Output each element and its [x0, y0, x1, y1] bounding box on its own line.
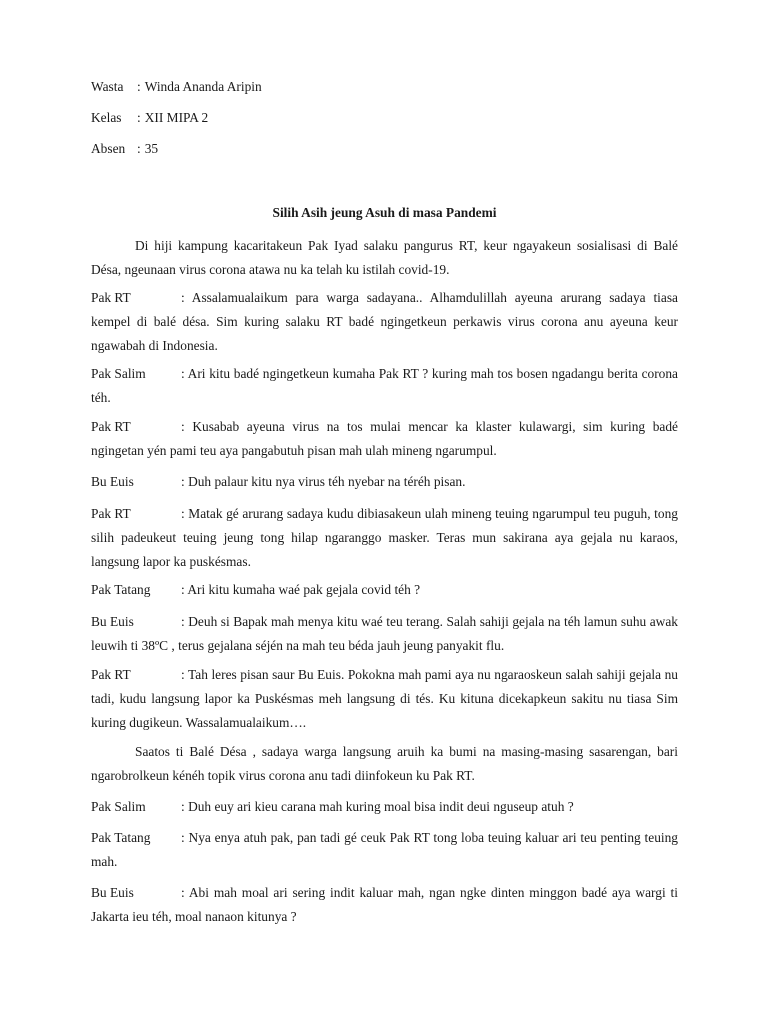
speaker-name: Pak Salim: [91, 366, 146, 381]
dialogue-line: [91, 881, 678, 929]
dialogue-text: : Assalamualaikum para warga sadayana.. Alhamdulillah ayeuna arurang sadaya tiasa kempel di balé désa. Sim kuring salaku RT badé ngingetkeun perkawis virus corona anu ayeuna keur ngawabah di Indonesia.: [91, 290, 678, 353]
dialogue-text: : Duh palaur kitu nya virus téh nyebar na téréh pisan.: [181, 474, 466, 489]
class-value: XII MIPA 2: [144, 110, 209, 125]
dialogue-text: : Duh euy ari kieu carana mah kuring moal bisa indit deui nguseup atuh ?: [181, 799, 574, 814]
absen-label: Absen: [91, 141, 126, 156]
name-separator: :: [137, 79, 141, 94]
dialogue-line: [91, 415, 678, 463]
speaker-name: Pak Salim: [91, 799, 146, 814]
name-label: Wasta: [91, 79, 124, 94]
dialogue-text: : Nya enya atuh pak, pan tadi gé ceuk Pak RT tong loba teuing kaluar ari teu penting teuing mah.: [91, 830, 678, 869]
dialogue-text: : Matak gé arurang sadaya kudu dibiasakeun ulah mineng teuing ngarumpul teu puguh, tong silih padeukeut teuing jeung tong hilap ngaranggo masker. Teras mun sakirana aya gejala nu karaos, langsung lapor ka puskésmas.: [91, 506, 678, 569]
student-absen-line: [91, 139, 158, 159]
class-label: Kelas: [91, 110, 122, 125]
speaker-name: Pak Tatang: [91, 582, 151, 597]
speaker-name: Pak RT: [91, 506, 131, 521]
intro-text: Di hiji kampung kacaritakeun Pak Iyad salaku pangurus RT, keur ngayakeun sosialisasi di Balé Désa, ngeunaan virus corona atawa nu ka telah ku istilah covid-19.: [91, 238, 678, 277]
intro-paragraph: [91, 234, 678, 282]
dialogue-line: [91, 470, 678, 494]
dialogue-text: : Deuh si Bapak mah menya kitu waé teu terang. Salah sahiji gejala na téh lamun suhu awak leuwih ti 38ºC , terus gejalana séjén na mah teu béda jauh jeung panyakit flu.: [91, 614, 678, 653]
dialogue-text: : Abi mah moal ari sering indit kaluar mah, ngan ngke dinten minggon badé aya wargi ti Jakarta ieu téh, moal nanaon kitunya ?: [91, 885, 678, 924]
speaker-name: Bu Euis: [91, 885, 134, 900]
dialogue-line: [91, 826, 678, 874]
dialogue-line: [91, 795, 678, 819]
speaker-name: Pak RT: [91, 419, 131, 434]
speaker-name: Pak RT: [91, 667, 131, 682]
document-title: Silih Asih jeung Asuh di masa Pandemi: [272, 205, 497, 220]
absen-value: 35: [144, 141, 159, 156]
student-class-line: [91, 108, 208, 128]
dialogue-text: : Kusabab ayeuna virus na tos mulai mencar ka klaster kulawargi, sim kuring badé ngingetan yén pami teu aya pangabutuh pisan mah ulah mineng ngarumpul.: [91, 419, 678, 458]
speaker-name: Bu Euis: [91, 614, 134, 629]
dialogue-line: [91, 610, 678, 658]
dialogue-line: [91, 663, 678, 735]
speaker-name: Pak Tatang: [91, 830, 151, 845]
speaker-name: Bu Euis: [91, 474, 134, 489]
narration-paragraph: [91, 740, 678, 788]
dialogue-text: : Tah leres pisan saur Bu Euis. Pokokna mah pami aya nu ngaraoskeun salah sahiji gejala nu tadi, kudu langsung lapor ka Puskésmas meh langsung di tés. Ku kituna dicekapkeun sakitu nu tiasa Sim kuring dugikeun. Wassalamualaikum….: [91, 667, 678, 730]
class-separator: :: [137, 110, 141, 125]
dialogue-line: [91, 502, 678, 574]
narration-text: Saatos ti Balé Désa , sadaya warga langsung aruih ka bumi na masing-masing sasarengan, bari ngarobrolkeun kénéh topik virus corona anu tadi diinfokeun ku Pak RT.: [91, 744, 678, 783]
dialogue-line: [91, 362, 678, 410]
dialogue-line: [91, 286, 678, 358]
speaker-name: Pak RT: [91, 290, 131, 305]
name-value: Winda Ananda Aripin: [144, 79, 262, 94]
dialogue-line: [91, 578, 678, 602]
dialogue-text: : Ari kitu badé ngingetkeun kumaha Pak RT ? kuring mah tos bosen ngadangu berita corona téh.: [91, 366, 678, 405]
dialogue-text: : Ari kitu kumaha waé pak gejala covid téh ?: [181, 582, 421, 597]
student-name-line: [91, 77, 262, 97]
absen-separator: :: [137, 141, 141, 156]
